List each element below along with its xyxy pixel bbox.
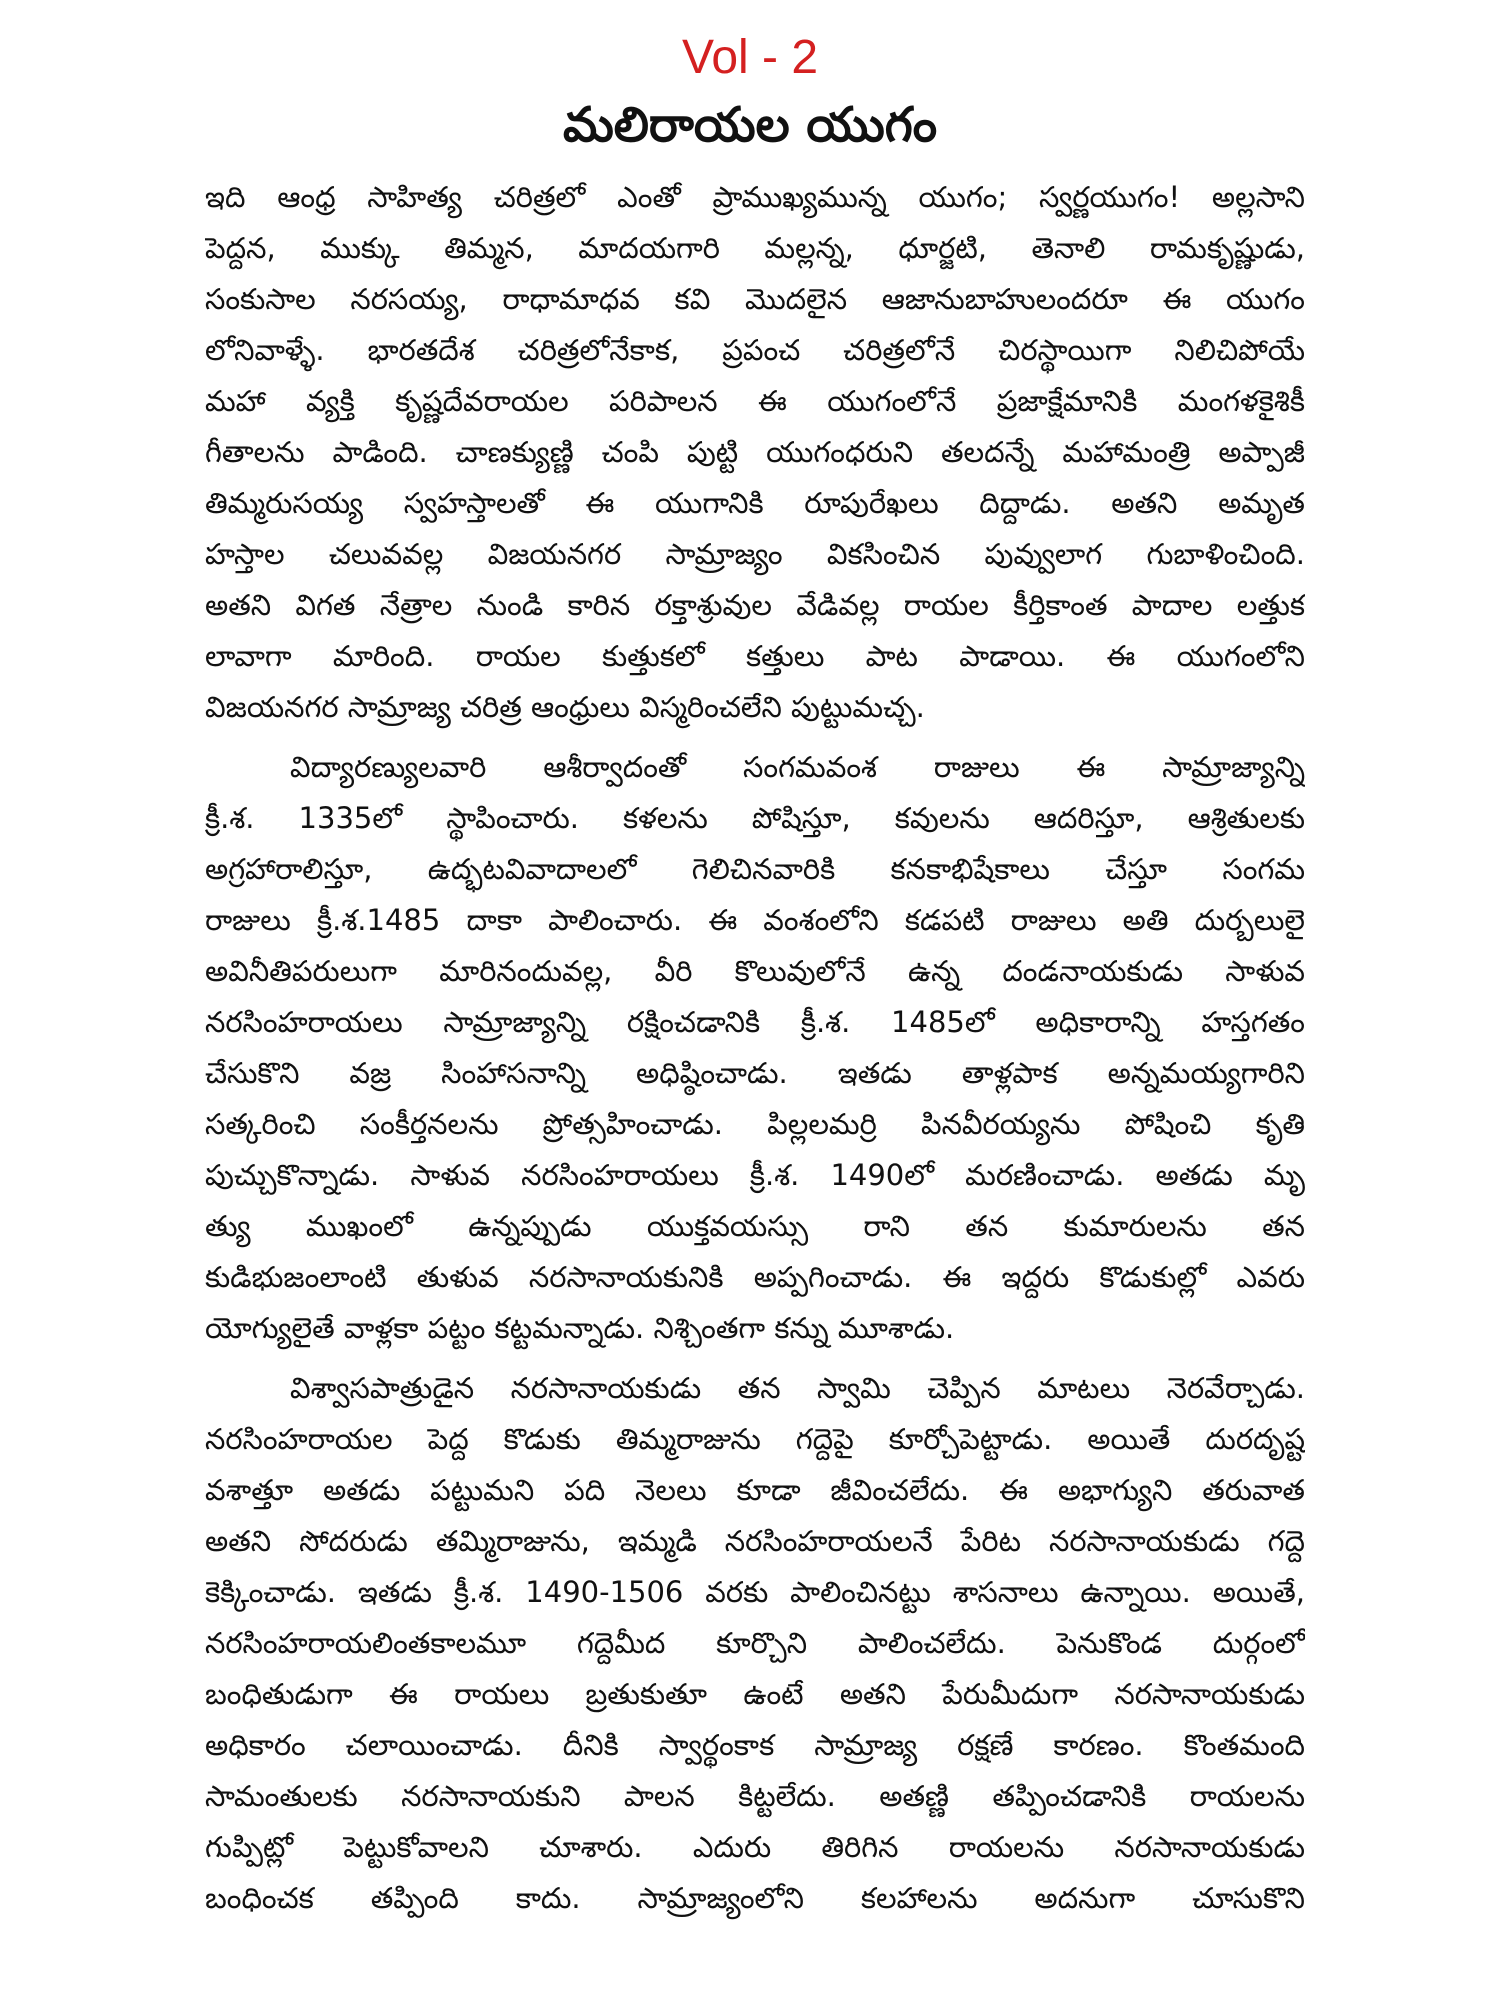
- text-line: యోగ్యులైతే వాళ్లకా పట్టం కట్టమన్నాడు. నిశ్చింతగా కన్ను మూశాడు.: [205, 1311, 955, 1345]
- text-line: చేసుకొని వజ్ర సింహాసనాన్ని అధిష్ఠించాడు. ఇతడు తాళ్లపాక అన్నమయ్యగారిని: [205, 1056, 1305, 1090]
- paragraph-1: [205, 172, 1305, 733]
- text-line: లావాగా మారింది. రాయల కుత్తుకలో కత్తులు పాట పాడాయి. ఈ యుగంలోని: [205, 639, 1305, 673]
- text-line: నరసింహరాయలు సామ్రాజ్యాన్ని రక్షించడానికి క్రీ.శ. 1485లో అధికారాన్ని హస్తగతం: [205, 1005, 1305, 1039]
- text-line: క్రీ.శ. 1335లో స్థాపించారు. కళలను పోషిస్తూ, కవులను ఆదరిస్తూ, ఆశ్రితులకు: [205, 801, 1305, 835]
- text-line: గీతాలను పాడింది. చాణక్యుణ్ణి చంపి పుట్టి యుగంధరుని తలదన్నే మహామంత్రి అప్పాజీ: [205, 435, 1305, 469]
- text-line: అవినీతిపరులుగా మారినందువల్ల, వీరి కొలువులోనే ఉన్న దండనాయకుడు సాళువ: [205, 954, 1305, 988]
- text-line: అధికారం చలాయించాడు. దీనికి స్వార్థంకాక సామ్రాజ్య రక్షణే కారణం. కొంతమంది: [205, 1728, 1305, 1762]
- text-line: అగ్రహారాలిస్తూ, ఉద్భటవివాదాలలో గెలిచినవారికి కనకాభిషేకాలు చేస్తూ సంగమ: [205, 852, 1305, 886]
- text-line: త్యు ముఖంలో ఉన్నప్పుడు యుక్తవయస్సు రాని తన కుమారులను తన: [205, 1209, 1305, 1243]
- text-line: గుప్పిట్లో పెట్టుకోవాలని చూశారు. ఎదురు తిరిగిన రాయలను నరసానాయకుడు: [205, 1830, 1305, 1864]
- text-line: నరసింహరాయల పెద్ద కొడుకు తిమ్మరాజును గద్దెపై కూర్చోపెట్టాడు. అయితే దురదృష్ట: [205, 1422, 1305, 1456]
- text-line: వశాత్తూ అతడు పట్టుమని పది నెలలు కూడా జీవించలేదు. ఈ అభాగ్యుని తరువాత: [205, 1473, 1305, 1507]
- text-line: పుచ్చుకొన్నాడు. సాళువ నరసింహరాయలు క్రీ.శ. 1490లో మరణించాడు. అతడు మృ: [205, 1158, 1305, 1192]
- body-text: [205, 172, 1305, 1924]
- text-line: బంధితుడుగా ఈ రాయలు బ్రతుకుతూ ఉంటే అతని పేరుమీదుగా నరసానాయకుడు: [205, 1677, 1305, 1711]
- text-line: విశ్వాసపాత్రుడైన నరసానాయకుడు తన స్వామి చెప్పిన మాటలు నెరవేర్చాడు.: [290, 1371, 1305, 1405]
- text-line: హస్తాల చలువవల్ల విజయనగర సామ్రాజ్యం వికసించిన పువ్వులాగ గుబాళించింది.: [205, 537, 1305, 571]
- text-line: బంధించక తప్పింది కాదు. సామ్రాజ్యంలోని కలహాలను అదనుగా చూసుకొని: [205, 1881, 1305, 1915]
- text-line: విద్యారణ్యులవారి ఆశీర్వాదంతో సంగమవంశ రాజులు ఈ సామ్రాజ్యాన్ని: [290, 750, 1305, 784]
- volume-label: Vol - 2: [681, 31, 819, 84]
- text-line: నరసింహరాయలింతకాలమూ గద్దెమీద కూర్చొని పాలించలేదు. పెనుకొండ దుర్గంలో: [205, 1626, 1305, 1660]
- text-line: విజయనగర సామ్రాజ్య చరిత్ర ఆంధ్రులు విస్మరించలేని పుట్టుమచ్చ.: [205, 690, 925, 724]
- text-line: లోనివాళ్ళే. భారతదేశ చరిత్రలోనేకాక, ప్రపంచ చరిత్రలోనే చిరస్థాయిగా నిలిచిపోయే: [205, 333, 1305, 367]
- text-line: అతని విగత నేత్రాల నుండి కారిన రక్తాశ్రువుల వేడివల్ల రాయల కీర్తికాంత పాదాల లత్తుక: [205, 588, 1305, 622]
- text-line: సత్కరించి సంకీర్తనలను ప్రోత్సహించాడు. పిల్లలమర్రి పినవీరయ్యను పోషించి కృతి: [205, 1107, 1305, 1141]
- text-line: రాజులు క్రీ.శ.1485 దాకా పాలించారు. ఈ వంశంలోని కడపటి రాజులు అతి దుర్బలులై: [205, 903, 1305, 937]
- chapter-title: మలిరాయల యుగం: [562, 97, 938, 153]
- paragraph-3: [205, 1363, 1305, 1924]
- text-line: సామంతులకు నరసానాయకుని పాలన కిట్టలేదు. అతణ్ణి తప్పించడానికి రాయలను: [205, 1779, 1305, 1813]
- text-line: ఇది ఆంధ్ర సాహిత్య చరిత్రలో ఎంతో ప్రాముఖ్యమున్న యుగం; స్వర్ణయుగం! అల్లసాని: [205, 180, 1305, 214]
- text-line: తిమ్మరుసయ్య స్వహస్తాలతో ఈ యుగానికి రూపురేఖలు దిద్దాడు. అతని అమృత: [205, 486, 1305, 520]
- text-line: పెద్దన, ముక్కు తిమ్మన, మాదయగారి మల్లన్న, ధూర్జటి, తెనాలి రామకృష్ణుడు,: [205, 231, 1305, 265]
- text-line: మహా వ్యక్తి కృష్ణదేవరాయల పరిపాలన ఈ యుగంలోనే ప్రజాక్షేమానికి మంగళకైశికీ: [205, 384, 1305, 418]
- text-line: అతని సోదరుడు తమ్మిరాజును, ఇమ్మడి నరసింహరాయలనే పేరిట నరసానాయకుడు గద్దె: [205, 1524, 1305, 1558]
- text-line: సంకుసాల నరసయ్య, రాధామాధవ కవి మొదలైన ఆజానుబాహులందరూ ఈ యుగం: [205, 282, 1305, 316]
- text-line: కుడిభుజంలాంటి తుళువ నరసానాయకునికి అప్పగించాడు. ఈ ఇద్దరు కొడుకుల్లో ఎవరు: [205, 1260, 1305, 1294]
- text-line: కెక్కించాడు. ఇతడు క్రీ.శ. 1490-1506 వరకు పాలించినట్టు శాసనాలు ఉన్నాయి. అయితే,: [205, 1575, 1305, 1609]
- paragraph-2: [205, 742, 1305, 1354]
